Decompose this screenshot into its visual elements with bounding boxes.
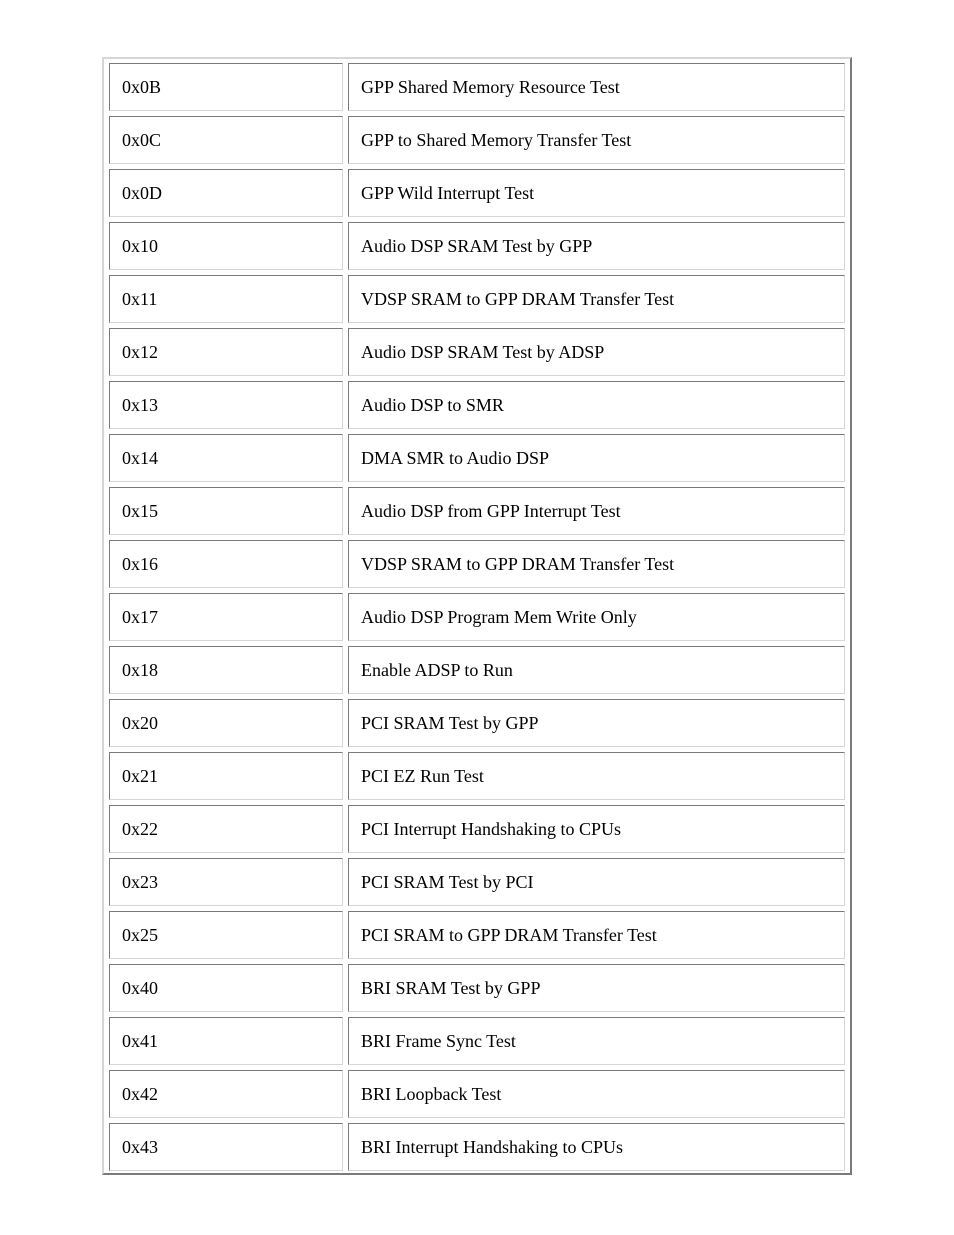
test-code-cell: 0x14 [109, 434, 343, 482]
test-description-cell: PCI SRAM Test by GPP [348, 699, 845, 747]
table-row [104, 169, 850, 217]
table-row [104, 222, 850, 270]
test-code-cell: 0x23 [109, 858, 343, 906]
test-description-cell: GPP Shared Memory Resource Test [348, 63, 845, 111]
test-code-cell: 0x11 [109, 275, 343, 323]
table-row [104, 699, 850, 747]
test-code-cell: 0x10 [109, 222, 343, 270]
table-row [104, 964, 850, 1012]
test-description-cell: PCI EZ Run Test [348, 752, 845, 800]
table-row [104, 540, 850, 588]
table-row [104, 328, 850, 376]
test-description-cell: BRI Interrupt Handshaking to CPUs [348, 1123, 845, 1171]
test-description-cell: BRI Frame Sync Test [348, 1017, 845, 1065]
test-code-cell: 0x15 [109, 487, 343, 535]
test-code-table [102, 57, 852, 1175]
test-description-cell: Audio DSP Program Mem Write Only [348, 593, 845, 641]
test-description-cell: BRI SRAM Test by GPP [348, 964, 845, 1012]
test-code-cell: 0x18 [109, 646, 343, 694]
table-row [104, 63, 850, 111]
test-code-cell: 0x42 [109, 1070, 343, 1118]
test-description-cell: GPP to Shared Memory Transfer Test [348, 116, 845, 164]
test-code-cell: 0x43 [109, 1123, 343, 1171]
test-description-cell: PCI Interrupt Handshaking to CPUs [348, 805, 845, 853]
test-code-cell: 0x13 [109, 381, 343, 429]
test-code-cell: 0x0B [109, 63, 343, 111]
table-row [104, 646, 850, 694]
table-row [104, 752, 850, 800]
test-description-cell: VDSP SRAM to GPP DRAM Transfer Test [348, 540, 845, 588]
test-description-cell: Audio DSP from GPP Interrupt Test [348, 487, 845, 535]
table-row [104, 858, 850, 906]
test-description-cell: DMA SMR to Audio DSP [348, 434, 845, 482]
table-row [104, 911, 850, 959]
table-row [104, 593, 850, 641]
table-row [104, 805, 850, 853]
table-row [104, 381, 850, 429]
test-code-cell: 0x17 [109, 593, 343, 641]
test-code-cell: 0x21 [109, 752, 343, 800]
test-description-cell: Audio DSP SRAM Test by GPP [348, 222, 845, 270]
table-row [104, 1070, 850, 1118]
table-row [104, 1123, 850, 1171]
test-description-cell: Enable ADSP to Run [348, 646, 845, 694]
test-description-cell: PCI SRAM to GPP DRAM Transfer Test [348, 911, 845, 959]
test-code-cell: 0x0C [109, 116, 343, 164]
test-code-cell: 0x20 [109, 699, 343, 747]
test-description-cell: PCI SRAM Test by PCI [348, 858, 845, 906]
test-code-cell: 0x25 [109, 911, 343, 959]
test-code-cell: 0x16 [109, 540, 343, 588]
test-code-cell: 0x0D [109, 169, 343, 217]
test-code-cell: 0x41 [109, 1017, 343, 1065]
test-description-cell: GPP Wild Interrupt Test [348, 169, 845, 217]
table-row [104, 487, 850, 535]
test-description-cell: Audio DSP SRAM Test by ADSP [348, 328, 845, 376]
table-row [104, 275, 850, 323]
table-row [104, 116, 850, 164]
test-code-cell: 0x40 [109, 964, 343, 1012]
table-row [104, 434, 850, 482]
test-code-cell: 0x12 [109, 328, 343, 376]
test-description-cell: Audio DSP to SMR [348, 381, 845, 429]
table-row [104, 1017, 850, 1065]
test-description-cell: VDSP SRAM to GPP DRAM Transfer Test [348, 275, 845, 323]
test-description-cell: BRI Loopback Test [348, 1070, 845, 1118]
test-code-cell: 0x22 [109, 805, 343, 853]
